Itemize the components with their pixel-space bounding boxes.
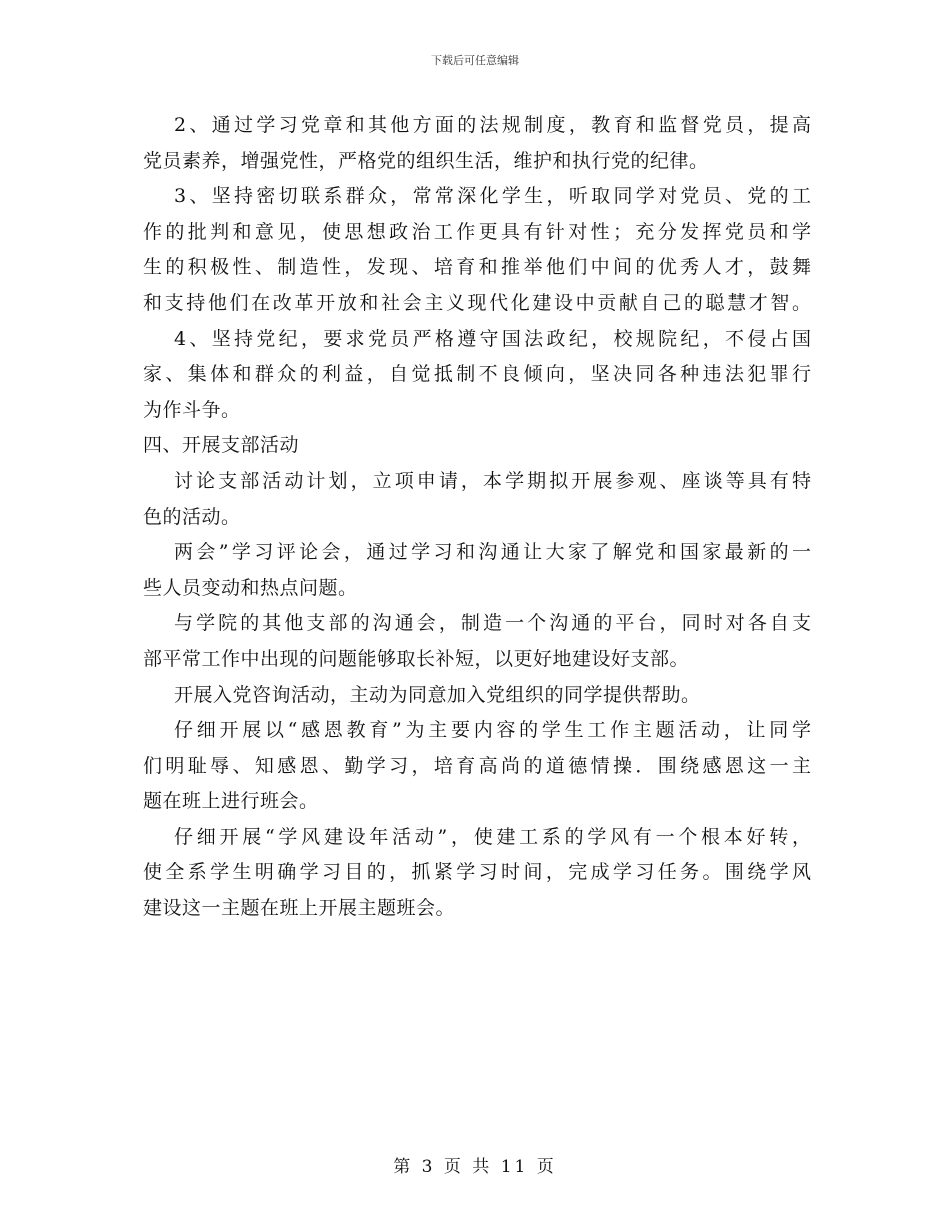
paragraph-line: 题在班上进行班会。 <box>143 790 319 813</box>
paragraph-line: 仔细开展“学风建设年活动”，使建工系的学风有一个根本好转， <box>174 825 811 848</box>
paragraph-line: 和支持他们在改革开放和社会主义现代化建设中贡献自己的聪慧才智。 <box>143 291 811 314</box>
paragraph-line: 作的批判和意见，使思想政治工作更具有针对性；充分发挥党员和学 <box>143 220 811 243</box>
document-body <box>143 108 811 927</box>
paragraph-line: 些人员变动和热点问题。 <box>143 576 358 599</box>
paragraph-line: 4、坚持党纪，要求党员严格遵守国法政纪，校规院纪，不侵占国 <box>174 327 811 350</box>
paragraph-line: 党员素养，增强党性，严格党的组织生活，维护和执行党的纪律。 <box>143 149 709 172</box>
paragraph-line: 与学院的其他支部的沟通会，制造一个沟通的平台，同时对各自支 <box>174 612 811 635</box>
paragraph-line: 生的积极性、制造性，发现、培育和推举他们中间的优秀人才，鼓舞 <box>143 256 811 279</box>
paragraph-line: 建设这一主题在班上开展主题班会。 <box>143 897 456 920</box>
paragraph-line: 色的活动。 <box>143 505 241 528</box>
paragraph-line: 仔细开展以“感恩教育”为主要内容的学生工作主题活动，让同学 <box>174 719 811 742</box>
paragraph-line: 两会”学习评论会，通过学习和沟通让大家了解党和国家最新的一 <box>174 541 811 564</box>
paragraph-line: 们明耻辱、知感恩、勤学习，培育高尚的道德情操．围绕感恩这一主 <box>143 754 811 777</box>
page-number: 第 3 页 共 11 页 <box>393 1157 557 1177</box>
section-heading: 四、开展支部活动 <box>143 434 300 457</box>
paragraph-line: 3、坚持密切联系群众，常常深化学生，听取同学对党员、党的工 <box>174 185 811 208</box>
paragraph-line: 使全系学生明确学习目的，抓紧学习时间，完成学习任务。围绕学风 <box>143 861 811 884</box>
paragraph-line: 部平常工作中出现的问题能够取长补短，以更好地建设好支部。 <box>143 647 690 670</box>
paragraph-line: 2、通过学习党章和其他方面的法规制度，教育和监督党员，提高 <box>174 114 811 136</box>
paragraph-line: 讨论支部活动计划，立项申请，本学期拟开展参观、座谈等具有特 <box>174 469 811 492</box>
paragraph-line: 开展入党咨询活动，主动为同意加入党组织的同学提供帮助。 <box>174 683 701 706</box>
paragraph-line: 为作斗争。 <box>143 398 241 421</box>
paragraph-line: 家、集体和群众的利益，自觉抵制不良倾向，坚决同各种违法犯罪行 <box>143 363 811 386</box>
header-note: 下载后可任意编辑 <box>431 54 519 67</box>
